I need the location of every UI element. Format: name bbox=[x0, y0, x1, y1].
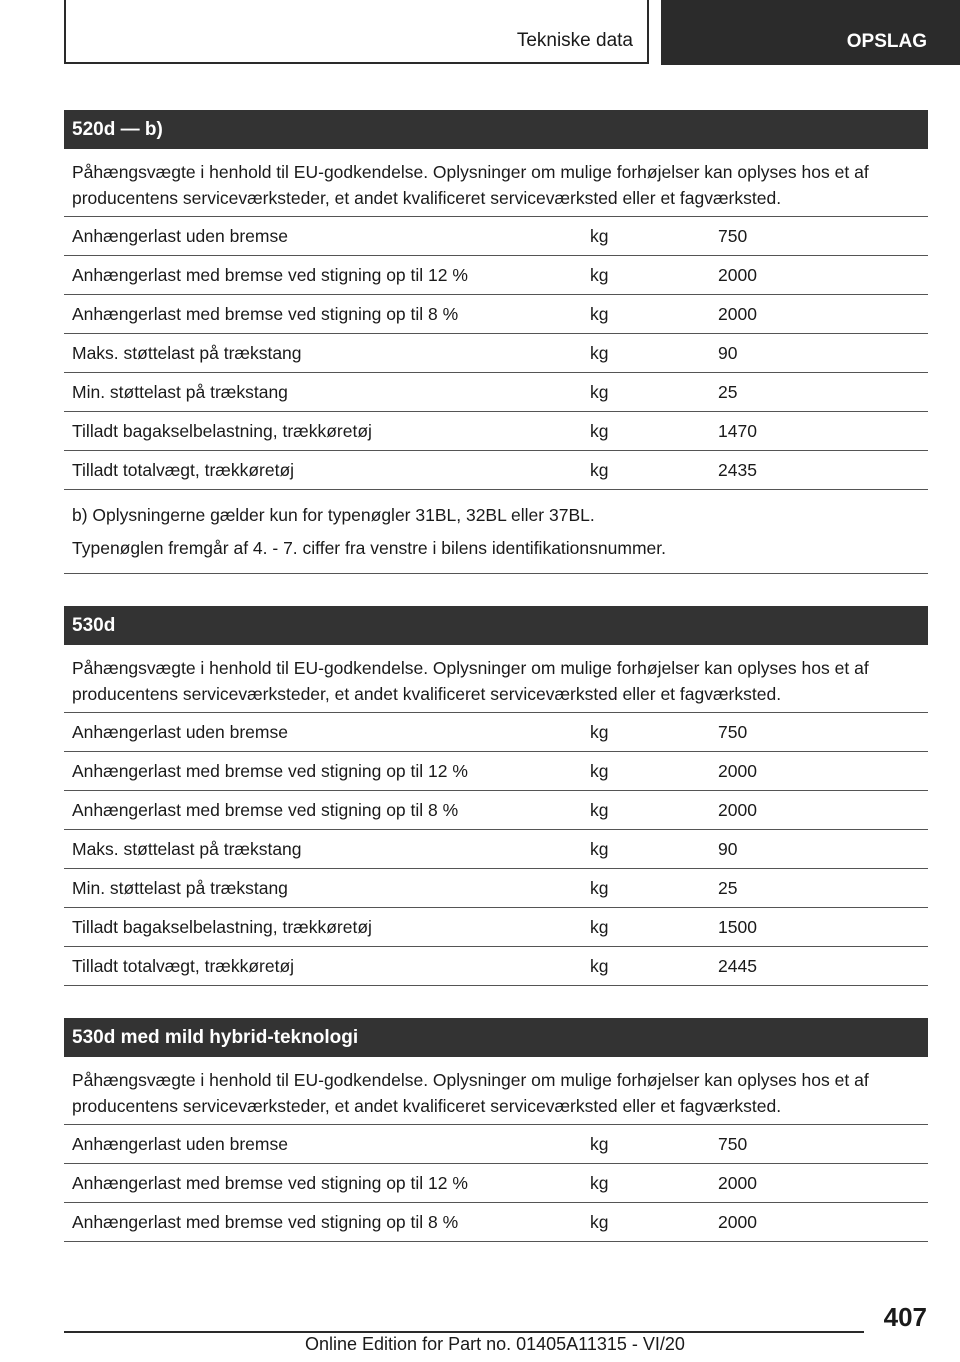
footer-divider bbox=[64, 1331, 864, 1333]
row-unit: kg bbox=[590, 1172, 609, 1193]
row-unit: kg bbox=[590, 264, 609, 285]
row-unit: kg bbox=[590, 1211, 609, 1232]
spec-content bbox=[64, 110, 928, 1274]
row-label: Maks. støttelast på trækstang bbox=[72, 342, 302, 363]
row-value: 750 bbox=[718, 1133, 748, 1154]
row-value: 2000 bbox=[718, 760, 757, 781]
row-unit: kg bbox=[590, 420, 609, 441]
footnote: Typenøglen fremgår af 4. - 7. ciffer fra venstre i bilens identifikationsnummer. bbox=[72, 538, 666, 558]
table-row bbox=[64, 373, 928, 412]
spec-block bbox=[64, 110, 928, 574]
block-description: Påhængsvægte i henhold til EU-godkendelse. Oplysninger om mulige forhøjelser kan oplyses hos et af producentens serviceværksteder, et andet kvalificeret serviceværksted eller et fagværksted. bbox=[64, 645, 928, 713]
table-row bbox=[64, 830, 928, 869]
table-row bbox=[64, 412, 928, 451]
section-title: Tekniske data bbox=[516, 30, 633, 51]
row-label: Anhængerlast uden bremse bbox=[72, 721, 288, 742]
block-title: 530d med mild hybrid-teknologi bbox=[64, 1018, 928, 1057]
row-unit: kg bbox=[590, 799, 609, 820]
row-label: Anhængerlast med bremse ved stigning op til 8 % bbox=[72, 303, 459, 324]
row-label: Anhængerlast uden bremse bbox=[72, 225, 288, 246]
row-label: Anhængerlast med bremse ved stigning op til 12 % bbox=[72, 264, 468, 285]
row-unit: kg bbox=[590, 955, 609, 976]
block-title: 520d — b) bbox=[64, 110, 928, 149]
row-label: Anhængerlast med bremse ved stigning op til 8 % bbox=[72, 1211, 459, 1232]
row-label: Anhængerlast med bremse ved stigning op til 12 % bbox=[72, 760, 468, 781]
row-unit: kg bbox=[590, 721, 609, 742]
block-description: Påhængsvægte i henhold til EU-godkendelse. Oplysninger om mulige forhøjelser kan oplyses hos et af producentens serviceværksteder, et andet kvalificeret serviceværksted eller et fagværksted. bbox=[64, 1057, 928, 1125]
table-row bbox=[64, 908, 928, 947]
block-title: 530d bbox=[64, 606, 928, 645]
table-row bbox=[64, 869, 928, 908]
row-label: Tilladt totalvægt, trækkøretøj bbox=[72, 459, 295, 480]
row-label: Min. støttelast på trækstang bbox=[72, 381, 288, 402]
row-label: Anhængerlast med bremse ved stigning op til 12 % bbox=[72, 1172, 468, 1193]
table-row bbox=[64, 451, 928, 490]
row-label: Min. støttelast på trækstang bbox=[72, 877, 288, 898]
row-value: 2000 bbox=[718, 303, 757, 324]
row-label: Tilladt bagakselbelastning, trækkøretøj bbox=[72, 420, 372, 441]
table-row bbox=[64, 1203, 928, 1242]
spec-block bbox=[64, 1018, 928, 1242]
row-value: 2000 bbox=[718, 1172, 757, 1193]
row-label: Anhængerlast uden bremse bbox=[72, 1133, 288, 1154]
row-unit: kg bbox=[590, 459, 609, 480]
row-unit: kg bbox=[590, 877, 609, 898]
row-unit: kg bbox=[590, 303, 609, 324]
row-value: 2000 bbox=[718, 799, 757, 820]
row-value: 2435 bbox=[718, 459, 757, 480]
row-value: 2000 bbox=[718, 264, 757, 285]
row-label: Maks. støttelast på trækstang bbox=[72, 838, 302, 859]
row-label: Tilladt bagakselbelastning, trækkøretøj bbox=[72, 916, 372, 937]
row-unit: kg bbox=[590, 1133, 609, 1154]
table-row bbox=[64, 1125, 928, 1164]
row-value: 2445 bbox=[718, 955, 757, 976]
row-unit: kg bbox=[590, 381, 609, 402]
row-value: 25 bbox=[718, 877, 738, 898]
chapter-tab[interactable]: OPSLAG bbox=[661, 0, 960, 65]
row-unit: kg bbox=[590, 760, 609, 781]
table-row bbox=[64, 713, 928, 752]
row-value: 750 bbox=[718, 721, 748, 742]
block-description: Påhængsvægte i henhold til EU-godkendelse. Oplysninger om mulige forhøjelser kan oplyses hos et af producentens serviceværksteder, et andet kvalificeret serviceværksted eller et fagværksted. bbox=[64, 149, 928, 217]
row-value: 1500 bbox=[718, 916, 757, 937]
header-frame bbox=[64, 0, 649, 64]
table-row bbox=[64, 947, 928, 986]
row-value: 90 bbox=[718, 838, 738, 859]
row-value: 750 bbox=[718, 225, 748, 246]
row-value: 1470 bbox=[718, 420, 757, 441]
table-row bbox=[64, 217, 928, 256]
row-value: 25 bbox=[718, 381, 738, 402]
row-value: 90 bbox=[718, 342, 738, 363]
row-unit: kg bbox=[590, 225, 609, 246]
table-row bbox=[64, 334, 928, 373]
spec-block bbox=[64, 606, 928, 986]
row-unit: kg bbox=[590, 916, 609, 937]
row-unit: kg bbox=[590, 838, 609, 859]
row-label: Anhængerlast med bremse ved stigning op til 8 % bbox=[72, 799, 459, 820]
table-row bbox=[64, 295, 928, 334]
table-row bbox=[64, 256, 928, 295]
table-row bbox=[64, 752, 928, 791]
table-row bbox=[64, 1164, 928, 1203]
table-row bbox=[64, 791, 928, 830]
edition-info: Online Edition for Part no. 01405A11315 - VI/20 bbox=[305, 1334, 685, 1354]
footnotes bbox=[64, 490, 928, 574]
page-number: 407 bbox=[883, 1302, 927, 1332]
footnote: b) Oplysningerne gælder kun for typenøgler 31BL, 32BL eller 37BL. bbox=[72, 505, 595, 525]
row-label: Tilladt totalvægt, trækkøretøj bbox=[72, 955, 295, 976]
row-value: 2000 bbox=[718, 1211, 757, 1232]
row-unit: kg bbox=[590, 342, 609, 363]
